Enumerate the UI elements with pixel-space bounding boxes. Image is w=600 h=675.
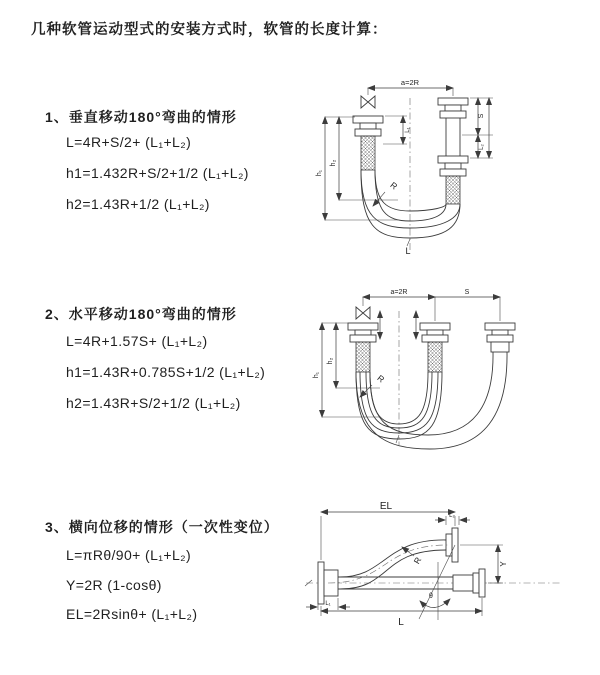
section2-formula-h2: h2=1.43R+S/2+1/2 (L₁+L₂): [66, 395, 241, 411]
d2-radius-callout: [360, 373, 386, 397]
d2-valve-icon: [356, 307, 370, 319]
section1-heading: 1、垂直移动180°弯曲的情形: [45, 109, 237, 125]
d3-l2-dimension: [435, 513, 470, 525]
d1-top-dimension: [368, 78, 453, 96]
diagram-horizontal-180-bend: [310, 283, 560, 458]
d3-dim-label-el: EL: [379, 501, 393, 512]
d2-braided-hose-section: [428, 342, 442, 372]
d1-s-l2-dimensions: [462, 98, 493, 158]
section3-formula-L: L=πRθ/90+ (L₁+L₂): [66, 547, 192, 563]
d2-dim-label-a2r: a=2R: [390, 289, 408, 296]
d1-hose-u-bend: [361, 170, 460, 238]
d1-braided-hose-section: [446, 176, 460, 204]
d1-dim-label-h2: h₂: [330, 159, 337, 167]
d3-angle-label: θ: [429, 593, 433, 600]
d2-middle-pipe: [420, 323, 450, 372]
section1-formula-h1: h1=1.432R+S/2+1/2 (L₁+L₂): [66, 165, 249, 181]
diagram-vertical-180-bend: [313, 68, 548, 263]
d1-dim-label-l1: L₁: [405, 127, 411, 133]
d2-dim-label-s: S: [464, 289, 470, 296]
section2-formula-L: L=4R+1.57S+ (L₁+L₂): [66, 333, 208, 349]
d3-l-dimension: [321, 598, 482, 628]
d2-left-pipe: [348, 323, 378, 372]
d1-radius-label: R: [388, 179, 400, 192]
d1-dim-label-L: L: [405, 246, 411, 256]
d2-top-dimension: [363, 289, 500, 321]
d3-s-curve-hose: [328, 540, 448, 589]
d2-radius-label: R: [375, 372, 387, 385]
d3-l1-dimension: [306, 598, 350, 610]
d1-right-pipe: [438, 98, 468, 204]
d1-dim-label-l2: L₂: [479, 144, 485, 150]
d3-dim-label-L: L: [398, 617, 404, 628]
d3-radius-label: R: [411, 555, 424, 566]
d2-dim-label-h2: h₂: [327, 357, 334, 365]
d3-dim-label-l1: L₁: [325, 601, 331, 607]
d1-dim-label-s: S: [478, 113, 485, 119]
d3-dim-label-l2: L₂: [449, 513, 455, 519]
section1-formula-L: L=4R+S/2+ (L₁+L₂): [66, 134, 192, 150]
diagram-lateral-displacement: [298, 498, 570, 646]
d2-fitting-dimensions: [380, 311, 416, 339]
d1-dim-label-a2r: a=2R: [400, 78, 420, 87]
d2-right-pipe: [485, 323, 515, 352]
d1-left-pipe: [353, 116, 383, 170]
section3-formula-Y: Y=2R (1-cosθ): [66, 577, 162, 593]
section2-formula-h1: h1=1.43R+0.785S+1/2 (L₁+L₂): [66, 364, 266, 380]
d3-upper-flange: [446, 528, 458, 562]
d1-braided-hose-section: [361, 136, 375, 170]
d3-angle-construction: [419, 545, 455, 620]
page-title: 几种软管运动型式的安装方式时，软管的长度计算：: [31, 22, 388, 38]
d1-valve-icon: [361, 96, 375, 108]
d1-l1-dimension: [383, 116, 411, 144]
d2-braided-hose-section: [356, 342, 370, 372]
d1-dim-label-h1: h₁: [316, 169, 323, 177]
section2-heading: 2、水平移动180°弯曲的情形: [45, 306, 237, 322]
d3-el-dimension: [321, 501, 455, 560]
section3-heading: 3、横向位移的情形（一次性变位）: [45, 519, 279, 535]
section3-formula-EL: EL=2Rsinθ+ (L₁+L₂): [66, 606, 198, 622]
d2-dim-label-h1: h₁: [313, 371, 320, 379]
d3-dim-label-y: Y: [499, 561, 508, 567]
d1-length-label: [405, 239, 410, 256]
section1-formula-h2: h2=1.43R+1/2 (L₁+L₂): [66, 196, 210, 212]
